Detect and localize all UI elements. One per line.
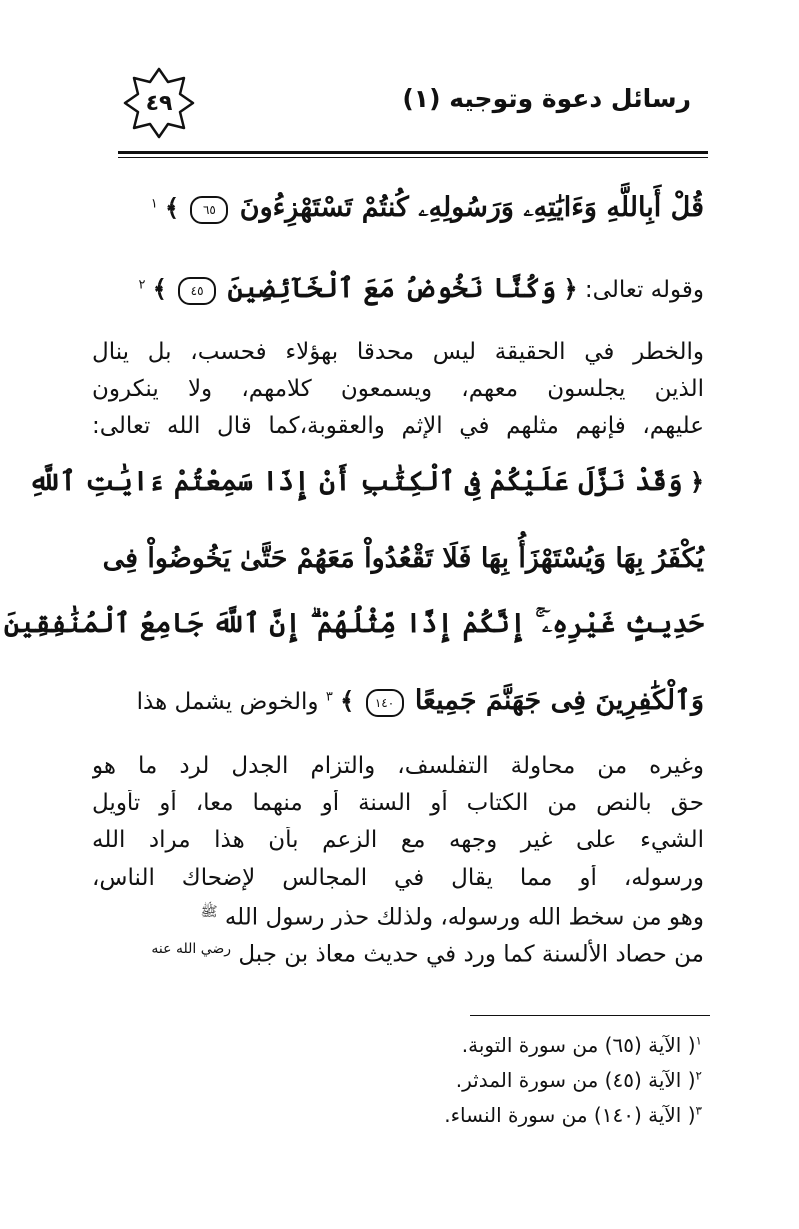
page-number-badge bbox=[122, 66, 196, 140]
quran-verse: يُكْفَرُ بِهَا وَيُسْتَهْزَأُ بِهَا فَلَا تَقْعُدُواْ مَعَهُمْ حَتَّىٰ يَخُوضُواْ فِى bbox=[102, 543, 704, 574]
footnote-ref: ١ bbox=[150, 196, 158, 212]
ayah-number-marker: ١٤٠ bbox=[366, 689, 404, 717]
quran-verse: حَدِيثٍ غَيْرِهِۦٓ ۚ إِنَّكُمْ إِذًا مِّثْلُهُمْ ۗ إِنَّ ٱللَّهَ جَامِعُ ٱلْمُنَٰفِقِينَ bbox=[3, 608, 704, 639]
quran-verse: وَكُنَّا نَخُوضُ مَعَ ٱلْخَآئِضِينَ bbox=[227, 273, 557, 304]
body-text: والخوض يشمل هذا bbox=[136, 689, 319, 715]
paragraph-line bbox=[92, 903, 704, 931]
footnote-ref: ٢ bbox=[138, 277, 146, 293]
footnote-text: الآية (٤٥) من سورة المدثر. bbox=[455, 1068, 682, 1092]
verse-line-9 bbox=[92, 685, 704, 717]
honorific-mark: ﷺ bbox=[200, 904, 218, 920]
paragraph-line: والخطر في الحقيقة ليس محدقا بهؤلاء فحسب، بل ينال bbox=[92, 339, 704, 365]
quran-verse: قُلْ أَبِاللَّهِ وَءَايَٰتِهِۦ وَرَسُولِهِۦ كُنتُمْ تَسْتَهْزِءُونَ bbox=[239, 192, 704, 223]
opening-bracket: ﴿ bbox=[689, 468, 704, 496]
ayah-number-marker: ٤٥ bbox=[178, 277, 216, 305]
verse-line-1 bbox=[92, 192, 704, 224]
footnote-text: الآية (٦٥) من سورة التوبة. bbox=[461, 1033, 682, 1057]
footnote-text: الآية (١٤٠) من سورة النساء. bbox=[444, 1103, 682, 1127]
paragraph-line: ورسوله، أو مما يقال في المجالس لإضحاك الناس، bbox=[92, 865, 704, 891]
footnote-number: ٣ bbox=[695, 1103, 702, 1118]
verse-line-6 bbox=[28, 466, 704, 497]
running-title: رسائل دعوة وتوجيه (١) bbox=[402, 84, 691, 113]
footnote: $^٢$( الآية (٤٥) من سورة المدثر. bbox=[455, 1068, 702, 1092]
closing-bracket: ﴾ bbox=[152, 275, 167, 303]
ayah-number-marker: ٦٥ bbox=[190, 196, 228, 224]
body-text: من حصاد الألسنة كما ورد في حديث معاذ بن جبل bbox=[238, 941, 704, 968]
header-rule-thin bbox=[118, 157, 708, 158]
paragraph-line: وغيره من محاولة التفلسف، والتزام الجدل لرد ما هو bbox=[92, 753, 704, 779]
quran-verse: وَقَدْ نَزَّلَ عَلَيْكُمْ فِى ٱلْكِتَٰبِ أَنْ إِذَا سَمِعْتُمْ ءَايَٰتِ ٱللَّهِ bbox=[28, 466, 683, 497]
header-rule-thick bbox=[118, 151, 708, 154]
verse-line-8 bbox=[3, 608, 704, 640]
paragraph-line: الشيء على غير وجهه مع الزعم بأن هذا مراد الله bbox=[92, 827, 704, 853]
quran-verse: وَٱلْكَٰفِرِينَ فِى جَهَنَّمَ جَمِيعًا bbox=[414, 685, 704, 716]
closing-bracket: ﴾ bbox=[340, 687, 355, 715]
footnote-ref: ٣ bbox=[325, 689, 333, 705]
paragraph-line bbox=[92, 941, 704, 968]
opening-bracket: ﴿ bbox=[563, 275, 578, 303]
verse-line-2 bbox=[92, 273, 704, 305]
paragraph-line: عليهم، فإنهم مثلهم في الإثم والعقوبة،كما قال الله تعالى: bbox=[92, 413, 704, 439]
footnote-number: ١ bbox=[695, 1033, 702, 1048]
footnote: $^١$( الآية (٦٥) من سورة التوبة. bbox=[461, 1033, 702, 1057]
honorific-mark: رضي الله عنه bbox=[151, 941, 232, 957]
closing-bracket: ﴾ bbox=[165, 194, 180, 222]
footnote-number: ٢ bbox=[695, 1068, 702, 1083]
footnote-separator bbox=[470, 1015, 710, 1016]
body-text: وقوله تعالى: bbox=[584, 277, 704, 303]
paragraph-line: حق بالنص من الكتاب أو السنة أو منهما معا، أو تأويل bbox=[92, 790, 704, 816]
paragraph-line: الذين يجلسون معهم، ويسمعون كلامهم، ولا ينكرون bbox=[92, 376, 704, 402]
body-text: وهو من سخط الله ورسوله، ولذلك حذر رسول الله bbox=[224, 904, 704, 931]
verse-line-7 bbox=[92, 543, 704, 574]
page-number: ٤٩ bbox=[145, 90, 173, 116]
footnote: $^٣$( الآية (١٤٠) من سورة النساء. bbox=[444, 1103, 702, 1127]
